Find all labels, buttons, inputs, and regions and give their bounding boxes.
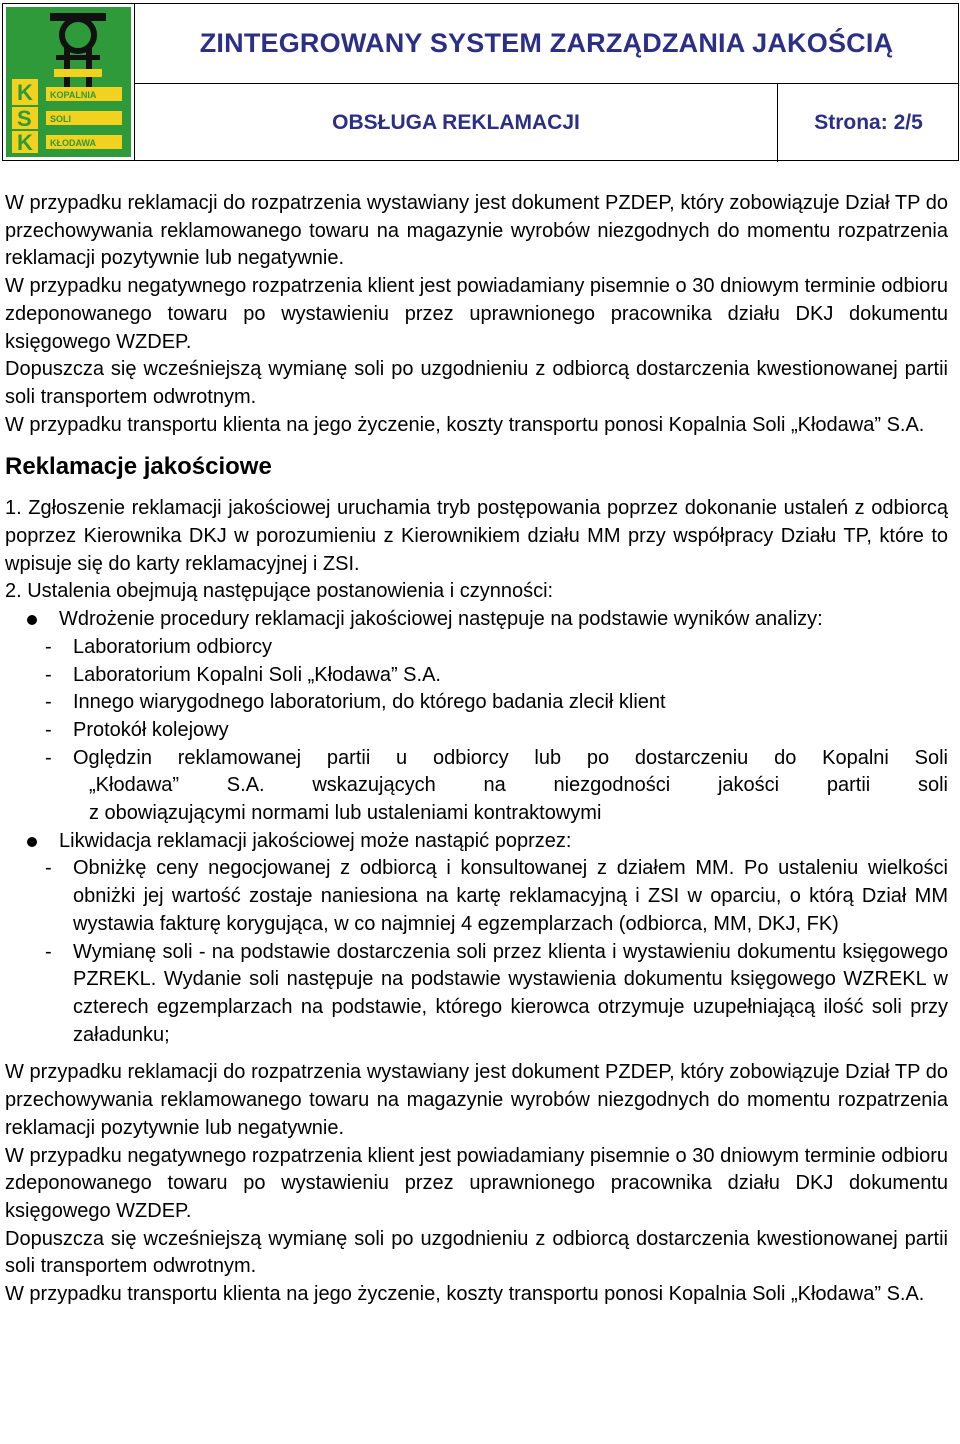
title-box: [135, 3, 959, 161]
dash-item-text: Oględzin reklamowanej partii u odbiorcy lub po dostarczeniu do Kopalni Soli: [73, 746, 948, 769]
page-label: Strona: 2/5: [814, 111, 923, 134]
company-logo: [6, 7, 131, 157]
section-title: OBSŁUGA REKLAMACJI: [332, 111, 580, 134]
intro-paragraph-1: W przypadku reklamacji do rozpatrzenia wystawiany jest dokument PZDEP, który zobowiązuje Dział TP do przechowywania reklamowanego towaru na magazynie wyrobów niezgodnych do momentu rozpatrzenia reklamacji pozytywnie lub negatywnie.: [5, 192, 948, 270]
document-header: [2, 3, 959, 161]
svg-text:K: K: [17, 80, 33, 105]
title-row: [135, 4, 958, 84]
dash-item-text: Laboratorium Kopalni Soli „Kłodawa” S.A.: [73, 663, 441, 686]
dash-item: [5, 717, 948, 745]
section-heading: Reklamacje jakościowe: [5, 453, 272, 481]
intro-paragraph-2: W przypadku negatywnego rozpatrzenia klient jest powiadamiany pisemnie o 30 dniowym terminie odbioru zdeponowanego towaru po wystawieniu przez uprawnionego pracownika działu DKJ dokumentu księgowego WZDEP.: [5, 275, 948, 353]
dash-mark: -: [45, 691, 52, 714]
numbered-item-2: 2. Ustalenia obejmują następujące postanowienia i czynności:: [5, 580, 554, 603]
outro-paragraph-2: W przypadku negatywnego rozpatrzenia klient jest powiadamiany pisemnie o 30 dniowym terminie odbioru zdeponowanego towaru po wystawieniu przez uprawnionego pracownika działu DKJ dokumentu księgowego WZDEP.: [5, 1144, 948, 1222]
dash-mark: -: [45, 940, 52, 963]
outro-paragraph-3: Dopuszcza się wcześniejszą wymianę soli po uzgodnieniu z odbiorcą dostarczenia kwestionowanej partii soli transportem odwrotnym.: [5, 1227, 948, 1278]
dash-item: [5, 745, 948, 828]
dash-item: [5, 689, 948, 717]
document-body: [5, 190, 948, 1309]
dash-item-text: Laboratorium odbiorcy: [73, 635, 272, 658]
dash-item-text: Wymianę soli - na podstawie dostarczenia soli przez klienta i wystawieniu dokumentu księgowego PZREKL. Wydanie soli następuje na podstawie wystawienia dokumentu księgowego WZREKL w czterech egzemplarzach na podstawie, którego kierowca otrzymuje uzupełniającą ilość soli przy załadunku;: [73, 940, 948, 1046]
dash-item-text: Protokół kolejowy: [73, 718, 229, 741]
dash-item: [5, 939, 948, 1050]
numbered-item-1: 1. Zgłoszenie reklamacji jakościowej uruchamia tryb postępowania poprzez dokonanie ustaleń z odbiorcą poprzez Kierownika DKJ w porozumieniu z Kierownikiem działu MM przy współpracy Działu TP, które to wpisuje się do karty reklamacyjnej i ZSI.: [5, 497, 948, 575]
svg-text:KOPALNIA: KOPALNIA: [50, 90, 97, 100]
dash-item-text: z obowiązującymi normami lub ustaleniami kontraktowymi: [89, 802, 602, 825]
section-title-cell: [135, 84, 778, 162]
outro-paragraph-4: W przypadku transportu klienta na jego życzenie, koszty transportu ponosi Kopalnia Soli „Kłodawa” S.A.: [5, 1283, 925, 1306]
bullet-item-2: Likwidacja reklamacji jakościowej może nastąpić poprzez:: [5, 828, 948, 856]
intro-paragraph-4: W przypadku transportu klienta na jego życzenie, koszty transportu ponosi Kopalnia Soli „Kłodawa” S.A.: [5, 413, 925, 436]
dash-item: [5, 662, 948, 690]
svg-text:S: S: [17, 106, 32, 131]
outro-paragraph-1: W przypadku reklamacji do rozpatrzenia wystawiany jest dokument PZDEP, który zobowiązuje Dział TP do przechowywania reklamowanego towaru na magazynie wyrobów niezgodnych do momentu rozpatrzenia reklamacji pozytywnie lub negatywnie.: [5, 1061, 948, 1139]
logo-cell: [2, 3, 135, 161]
dash-mark: -: [45, 635, 52, 658]
dash-mark: -: [45, 857, 52, 880]
dash-item-text: Innego wiarygodnego laboratorium, do którego badania zlecił klient: [73, 691, 666, 714]
bullet-item-1: Wdrożenie procedury reklamacji jakościowej następuje na podstawie wyników analizy:: [5, 606, 948, 634]
dash-item-text: Obniżkę ceny negocjowanej z odbiorcą i konsultowanej z działem MM. Po ustaleniu wielkości obniżki jej wartość zostaje naniesiona na kartę reklamacyjną i ZSI w oparciu, o którą Dział MM wystawia fakturę korygująca, w co najmniej 4 egzemplarzach (odbiorca, MM, DKJ, FK): [73, 857, 948, 935]
svg-text:K: K: [17, 130, 33, 155]
dash-item-text: „Kłodawa” S.A. wskazujących na niezgodności jakości partii soli: [89, 774, 948, 797]
dash-mark: -: [45, 663, 52, 686]
svg-text:SOLI: SOLI: [50, 114, 72, 124]
page-label-cell: [778, 84, 959, 162]
dash-item: [5, 634, 948, 662]
dash-mark: -: [45, 746, 52, 769]
dash-item: [5, 855, 948, 938]
dash-mark: -: [45, 718, 52, 741]
svg-text:KŁODAWA: KŁODAWA: [50, 138, 96, 148]
intro-paragraph-3: Dopuszcza się wcześniejszą wymianę soli po uzgodnieniu z odbiorcą dostarczenia kwestionowanej partii soli transportem odwrotnym.: [5, 358, 948, 408]
system-title: ZINTEGROWANY SYSTEM ZARZĄDZANIA JAKOŚCIĄ: [199, 28, 894, 58]
